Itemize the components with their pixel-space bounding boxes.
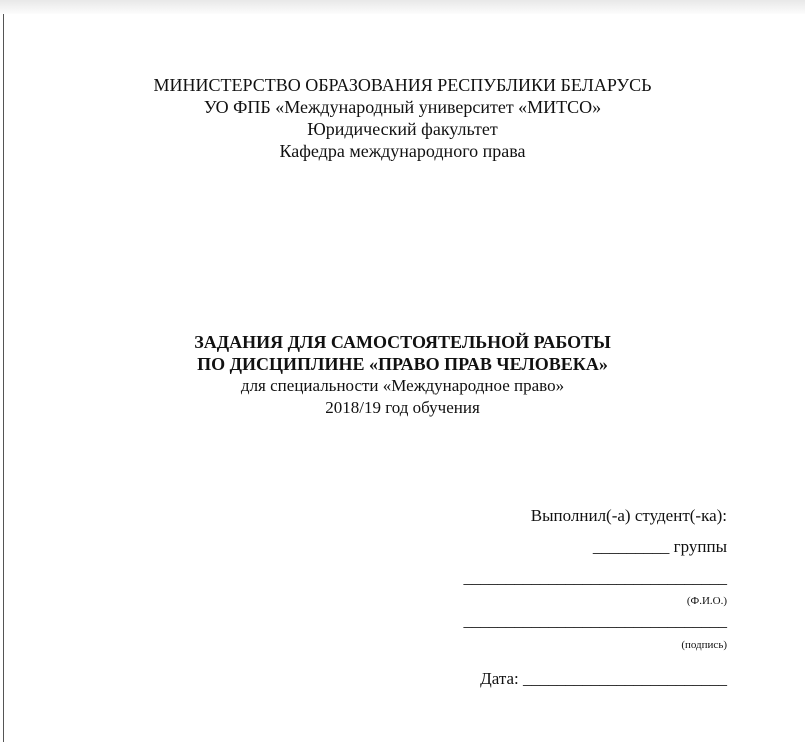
department-name: Кафедра международного права xyxy=(279,141,526,161)
fio-line: _______________________________ xyxy=(463,568,727,587)
performed-by-label: Выполнил(-а) студент(-ка): xyxy=(530,506,727,525)
study-year-line: 2018/19 год обучения xyxy=(325,398,480,417)
fio-caption: (Ф.И.О.) xyxy=(686,595,727,607)
signature-line: _______________________________ xyxy=(463,611,727,630)
specialty-line: для специальности «Международное право» xyxy=(240,376,565,395)
title-line-1: ЗАДАНИЯ ДЛЯ САМОСТОЯТЕЛЬНОЙ РАБОТЫ xyxy=(194,332,611,352)
signature-caption: (подпись) xyxy=(681,639,727,651)
title-line-2: ПО ДИСЦИПЛИНЕ «ПРАВО ПРАВ ЧЕЛОВЕКА» xyxy=(197,354,608,374)
faculty-name: Юридический факультет xyxy=(307,119,498,139)
ministry-heading: МИНИСТЕРСТВО ОБРАЗОВАНИЯ РЕСПУБЛИКИ БЕЛАРУСЬ xyxy=(153,75,652,95)
university-name: УО ФПБ «Международный университет «МИТСО» xyxy=(203,97,602,117)
group-field: _________ группы xyxy=(592,537,727,556)
date-field: Дата: ________________________ xyxy=(480,669,727,688)
